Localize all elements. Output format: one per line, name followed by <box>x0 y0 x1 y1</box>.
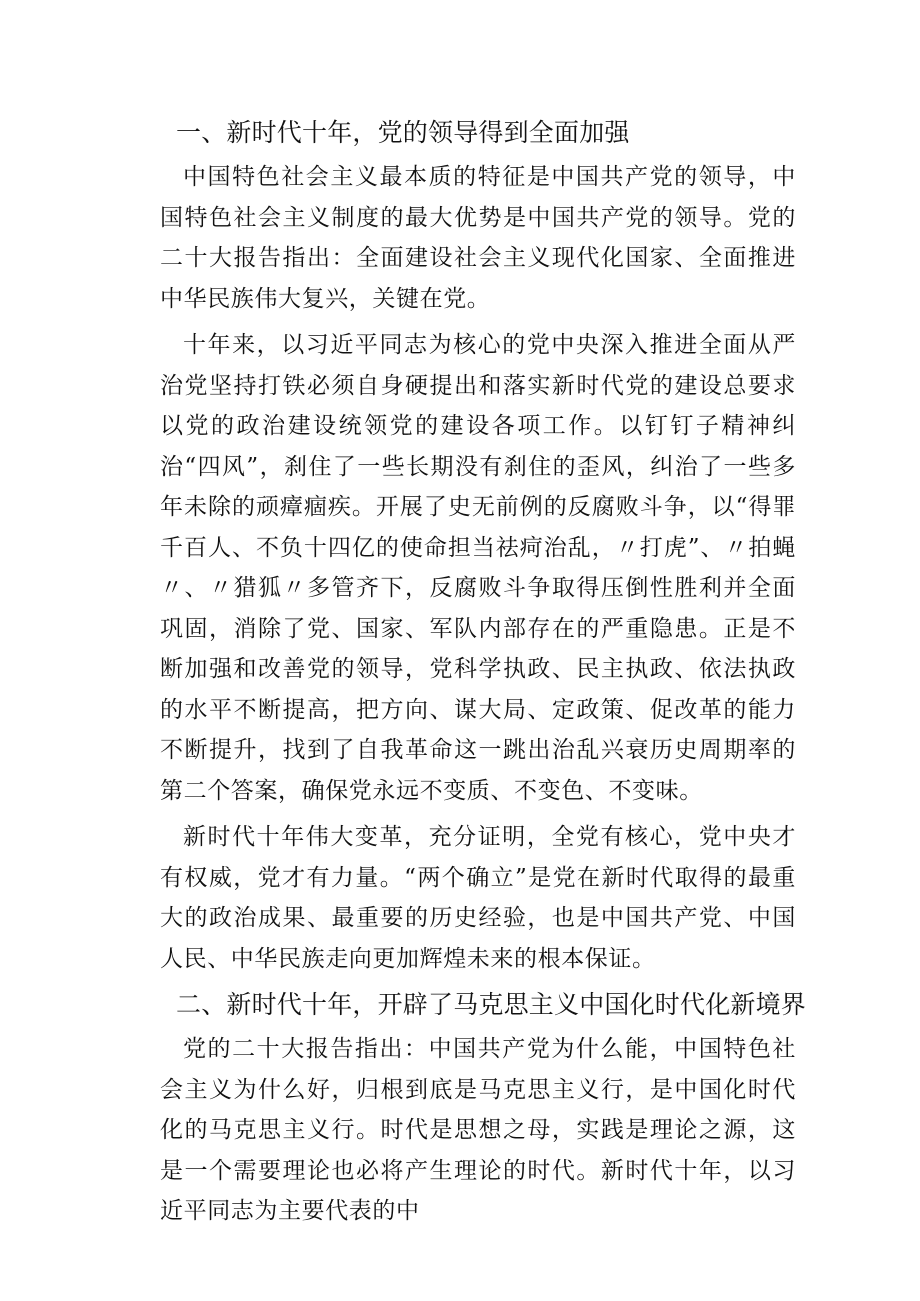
document-body <box>160 113 807 1238</box>
section-heading-1: 一、新时代十年，党的领导得到全面加强 <box>176 118 630 147</box>
section-heading-2: 二、新时代十年，开辟了马克思主义中国化时代化新境界 <box>176 990 807 1019</box>
paragraph-1-3: 新时代十年伟大变革，充分证明，全党有核心，党中央才有权威，党才有力量。“两个确立”是党在新时代取得的最重大的政治成果、最重要的历史经验，也是中国共产党、中国人民、中华民族走向更加辉煌未来的根本保证。 <box>160 824 796 972</box>
paragraph-2-1: 党的二十大报告指出：中国共产党为什么能，中国特色社会主义为什么好，归根到底是马克思主义行，是中国化时代化的马克思主义行。时代是思想之母，实践是理论之源，这是一个需要理论也必将产生理论的时代。新时代十年，以习近平同志为主要代表的中 <box>160 1036 796 1224</box>
paragraph-1-2: 十年来，以习近平同志为核心的党中央深入推进全面从严治党坚持打铁必须自身硬提出和落实新时代党的建设总要求以党的政治建设统领党的建设各项工作。以钉钉子精神纠治“四风”，刹住了一些长期没有刹住的歪风，纠治了一些多年未除的顽瘴痼疾。开展了史无前例的反腐败斗争，以“得罪千百人、不负十四亿的使命担当祛疴治乱，〃打虎”、〃拍蝇〃、〃猎狐〃多管齐下，反腐败斗争取得压倒性胜利并全面巩固，消除了党、国家、军队内部存在的严重隐患。正是不断加强和改善党的领导，党科学执政、民主执政、依法执政的水平不断提高，把方向、谋大局、定政策、促改革的能力不断提升，找到了自我革命这一跳出治乱兴衰历史周期率的第二个答案，确保党永远不变质、不变色、不变味。 <box>160 332 796 804</box>
paragraph-1-1: 中国特色社会主义最本质的特征是中国共产党的领导，中国特色社会主义制度的最大优势是中国共产党的领导。党的二十大报告指出：全面建设社会主义现代化国家、全面推进中华民族伟大复兴，关键在党。 <box>160 164 796 312</box>
